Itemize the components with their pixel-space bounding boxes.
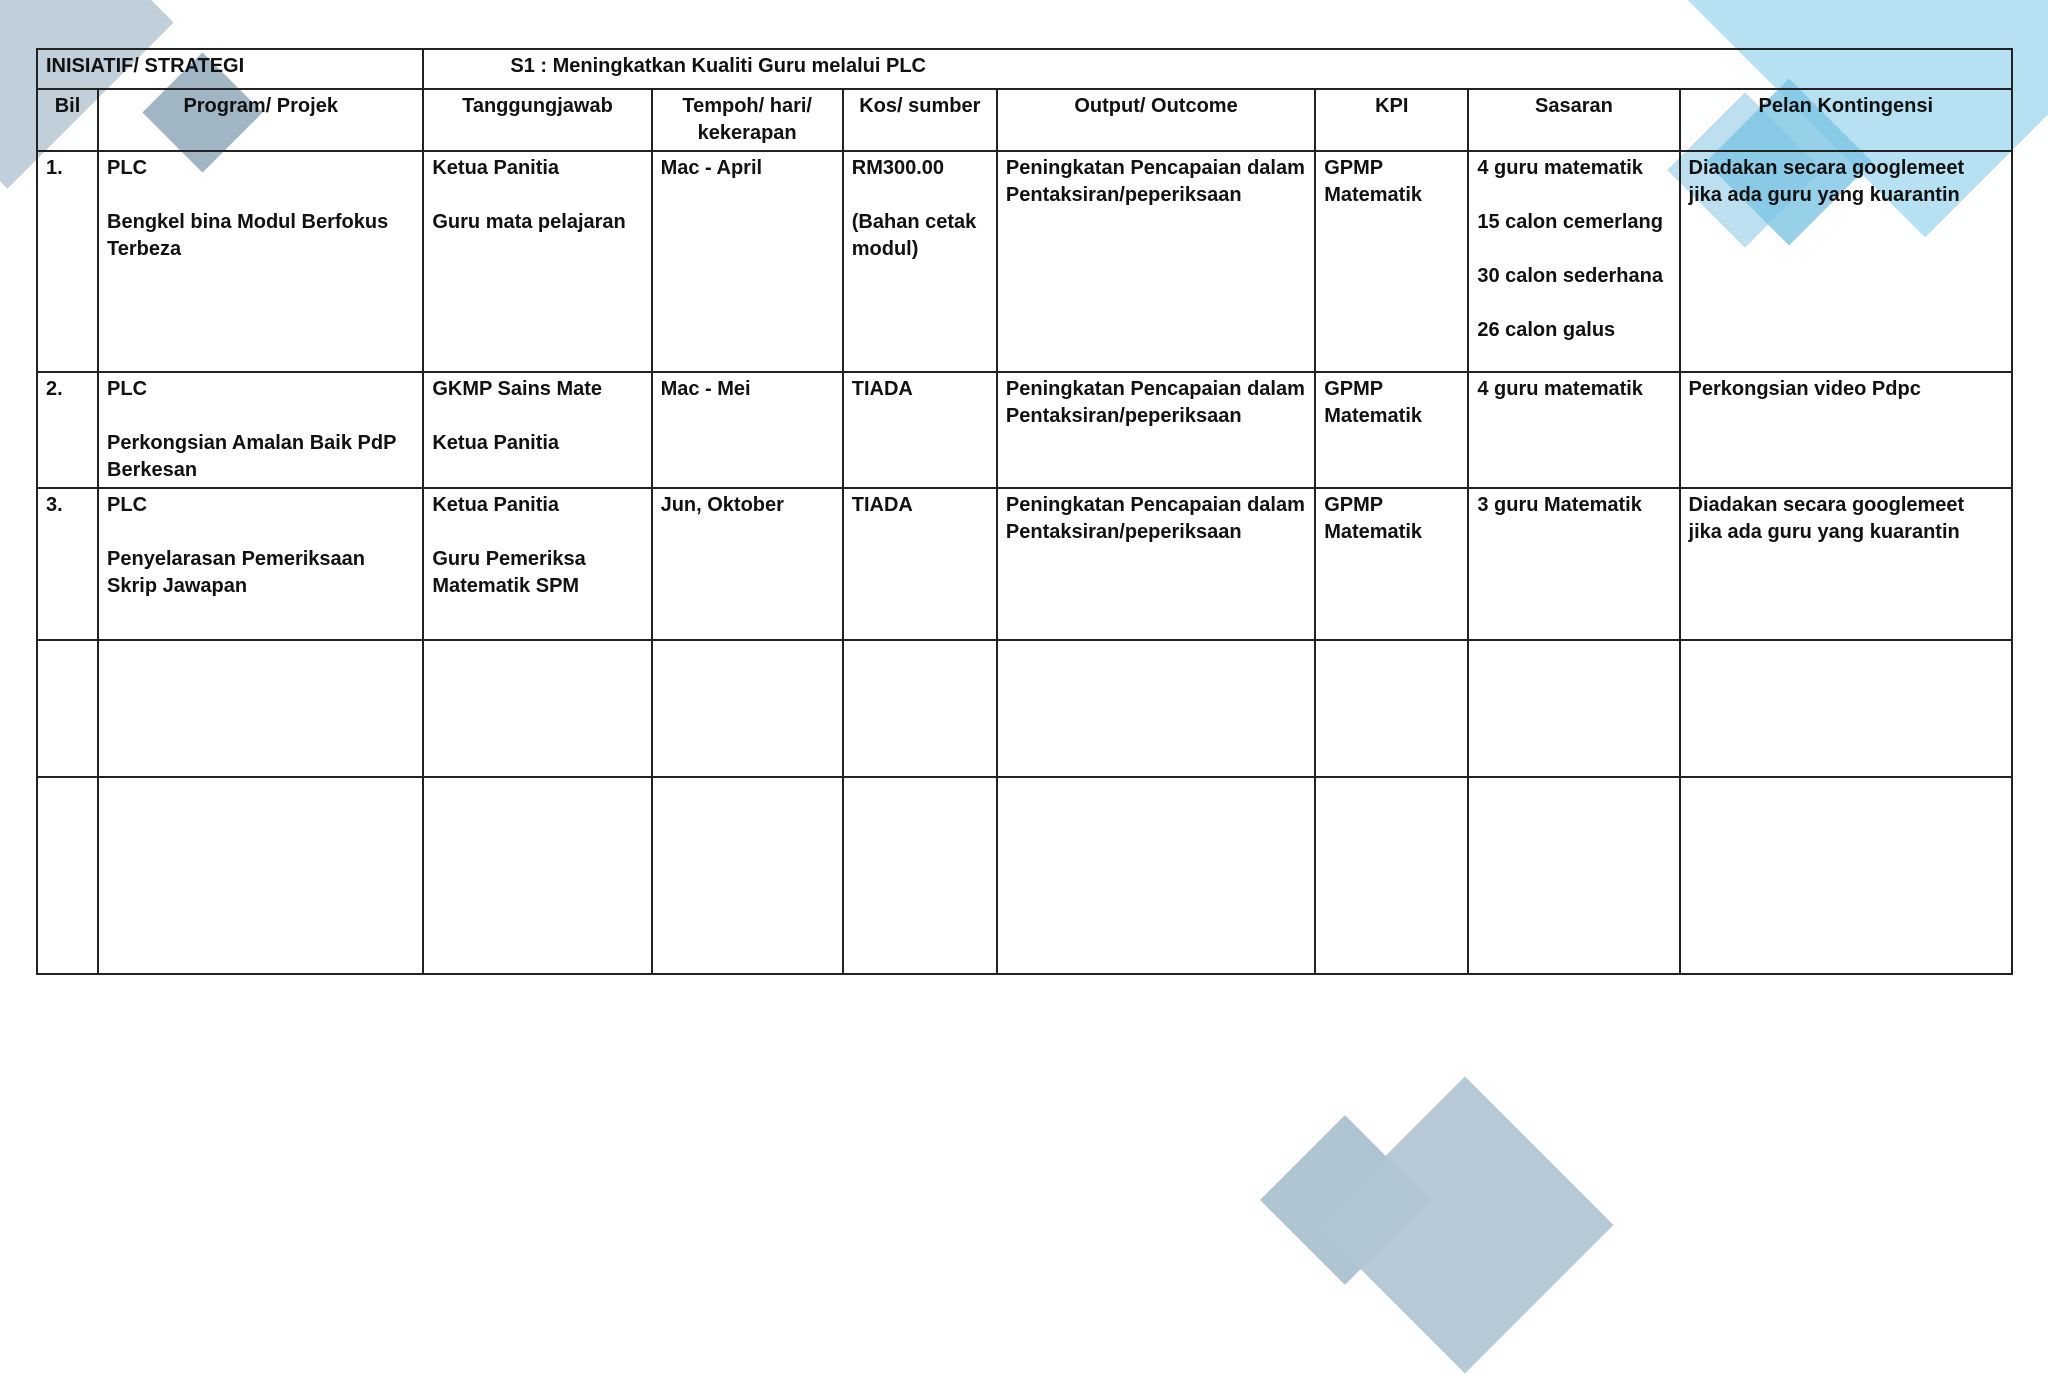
program-cell: PLC Perkongsian Amalan Baik PdP Berkesan [98,372,423,488]
output-cell: Peningkatan Pencapaian dalam Pentaksiran/peperiksaan [997,151,1315,372]
contingency-cell: Perkongsian video Pdpc [1680,372,2012,488]
empty-cell [1468,640,1679,777]
contingency-cell: Diadakan secara googlemeet jika ada guru yang kuarantin [1680,488,2012,640]
empty-cell [423,777,651,974]
cost-cell: TIADA [843,372,997,488]
table-row-empty [37,640,2012,777]
strategy-header-row [37,49,2012,89]
decorative-diamond [1317,1077,1614,1374]
kpi-cell: GPMP Matematik [1315,151,1468,372]
contingency-cell: Diadakan secara googlemeet jika ada guru yang kuarantin [1680,151,2012,372]
column-header: KPI [1315,89,1468,151]
empty-cell [37,640,98,777]
duration-cell: Mac - Mei [652,372,843,488]
empty-cell [1680,777,2012,974]
empty-cell [37,777,98,974]
empty-cell [1315,640,1468,777]
row-number: 3. [37,488,98,640]
table-row-empty [37,777,2012,974]
column-header-row [37,89,2012,151]
empty-cell [98,640,423,777]
empty-cell [843,777,997,974]
empty-cell [98,777,423,974]
table-row [37,372,2012,488]
column-header: Program/ Projek [98,89,423,151]
column-header: Kos/ sumber [843,89,997,151]
empty-cell [997,640,1315,777]
column-header: Bil [37,89,98,151]
column-header: Sasaran [1468,89,1679,151]
column-header: Tanggungjawab [423,89,651,151]
empty-cell [652,777,843,974]
target-cell: 4 guru matematik 15 calon cemerlang 30 calon sederhana 26 calon galus [1468,151,1679,372]
empty-cell [1315,777,1468,974]
table-row [37,151,2012,372]
output-cell: Peningkatan Pencapaian dalam Pentaksiran/peperiksaan [997,488,1315,640]
cost-cell: TIADA [843,488,997,640]
target-cell: 3 guru Matematik [1468,488,1679,640]
row-number: 1. [37,151,98,372]
output-cell: Peningkatan Pencapaian dalam Pentaksiran/peperiksaan [997,372,1315,488]
table-row [37,488,2012,640]
program-cell: PLC Penyelarasan Pemeriksaan Skrip Jawapan [98,488,423,640]
strategy-value: S1 : Meningkatkan Kualiti Guru melalui PLC [423,49,2012,89]
cost-cell: RM300.00 (Bahan cetak modul) [843,151,997,372]
empty-cell [652,640,843,777]
target-cell: 4 guru matematik [1468,372,1679,488]
empty-cell [843,640,997,777]
empty-cell [1680,640,2012,777]
kpi-cell: GPMP Matematik [1315,488,1468,640]
responsibility-cell: Ketua Panitia Guru mata pelajaran [423,151,651,372]
empty-cell [1468,777,1679,974]
column-header: Pelan Kontingensi [1680,89,2012,151]
initiative-label: INISIATIF/ STRATEGI [37,49,423,89]
responsibility-cell: Ketua Panitia Guru Pemeriksa Matematik SPM [423,488,651,640]
program-cell: PLC Bengkel bina Modul Berfokus Terbeza [98,151,423,372]
responsibility-cell: GKMP Sains Mate Ketua Panitia [423,372,651,488]
row-number: 2. [37,372,98,488]
empty-cell [997,777,1315,974]
duration-cell: Mac - April [652,151,843,372]
strategy-plan-table [36,48,2013,975]
kpi-cell: GPMP Matematik [1315,372,1468,488]
column-header: Tempoh/ hari/ kekerapan [652,89,843,151]
empty-cell [423,640,651,777]
column-header: Output/ Outcome [997,89,1315,151]
duration-cell: Jun, Oktober [652,488,843,640]
